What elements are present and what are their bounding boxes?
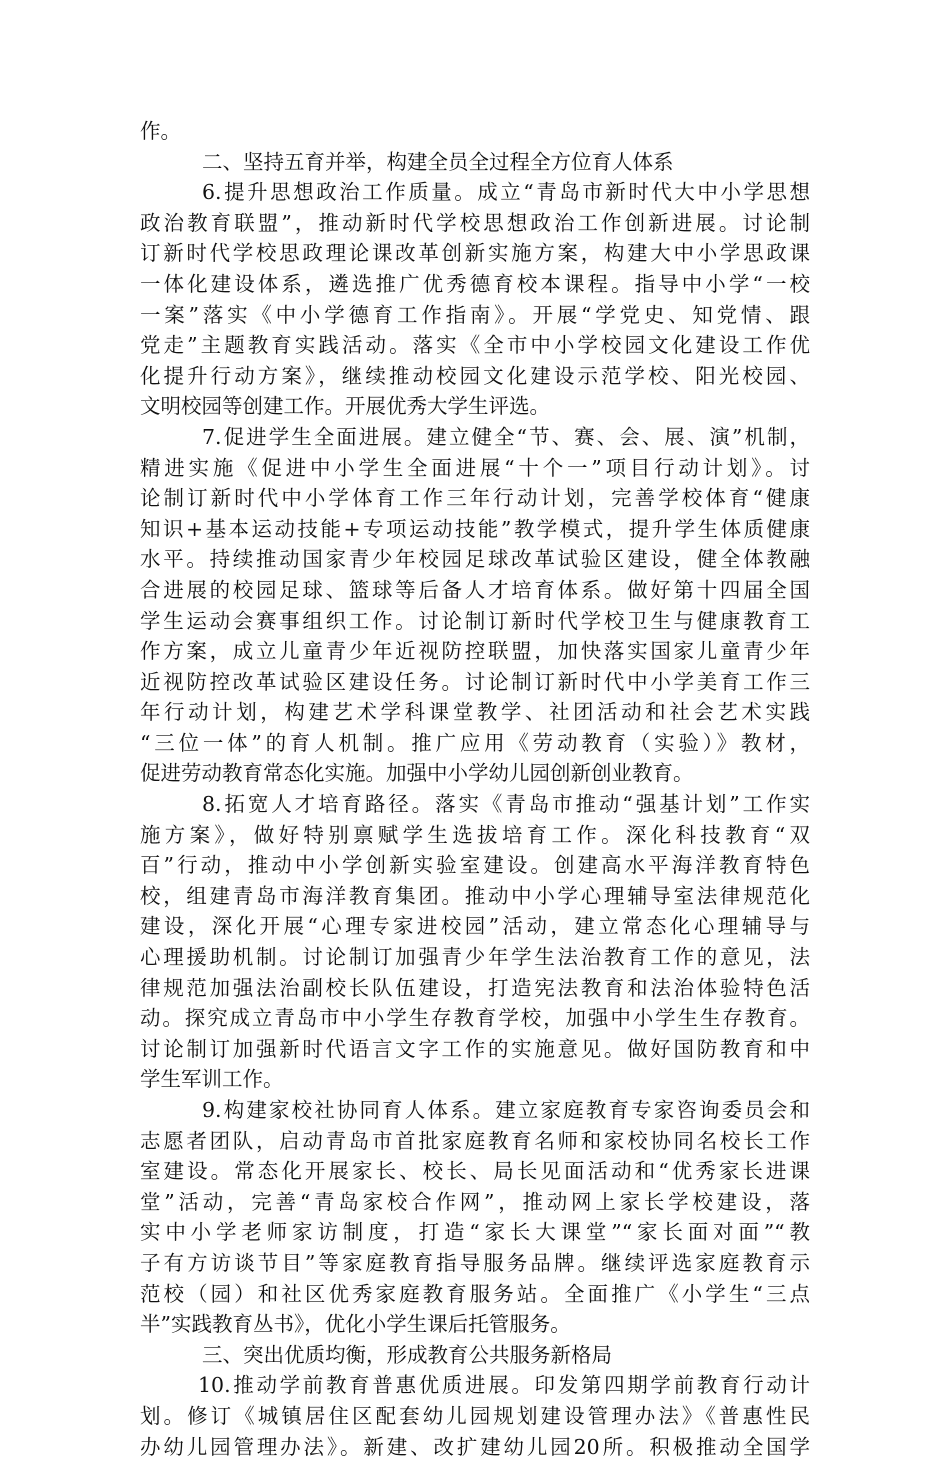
section-heading: 三、突出优质均衡，形成教育公共服务新格局 [202, 1342, 612, 1367]
paragraph-line: 心理援助机制。讨论制订加强青少年学生法治教育工作的意见，法 [140, 945, 810, 970]
paragraph-line: 子有方访谈节目”等家庭教育指导服务品牌。继续评选家庭教育示 [140, 1250, 810, 1275]
paragraph-line: 9.构建家校社协同育人体系。建立家庭教育专家咨询委员会和 [202, 1098, 810, 1122]
document-page [140, 116, 810, 1462]
paragraph-line: 堂”活动，完善“青岛家校合作网”，推动网上家长学校建设，落 [140, 1189, 810, 1214]
paragraph-line: 志愿者团队，启动青岛市首批家庭教育名师和家校协同名校长工作 [140, 1128, 810, 1153]
paragraph-line: 8.拓宽人才培育路径。落实《青岛市推动“强基计划”工作实 [202, 792, 810, 817]
paragraph-line: 10.推动学前教育普惠优质进展。印发第四期学前教育行动计 [198, 1373, 810, 1398]
paragraph-line: 水平。持续推动国家青少年校园足球改革试验区建设，健全体教融 [140, 547, 810, 572]
paragraph-line: 促进劳动教育常态化实施。加强中小学幼儿园创新创业教育。 [140, 761, 694, 786]
paragraph-line: 范校（园）和社区优秀家庭教育服务站。全面推广《小学生“三点 [140, 1281, 810, 1306]
paragraph-line: 讨论制订加强新时代语言文字工作的实施意见。做好国防教育和中 [140, 1036, 810, 1061]
paragraph-line: 划。修订《城镇居住区配套幼儿园规划建设管理办法》《普惠性民 [140, 1403, 810, 1428]
paragraph-line: 化提升行动方案》，继续推动校园文化建设示范学校、阳光校园、 [140, 363, 810, 388]
paragraph-line: 施方案》，做好特别禀赋学生选拔培育工作。深化科技教育“双 [140, 822, 810, 847]
paragraph-line: “三位一体”的育人机制。推广应用《劳动教育（实验）》教材， [140, 730, 810, 755]
paragraph-line: 6.提升思想政治工作质量。成立“青岛市新时代大中小学思想 [202, 180, 810, 205]
paragraph-line: 校，组建青岛市海洋教育集团。推动中小学心理辅导室法律规范化 [140, 883, 810, 908]
paragraph-line: 一体化建设体系，遴选推广优秀德育校本课程。指导中小学“一校 [140, 271, 810, 296]
paragraph-line: 建设，深化开展“心理专家进校园”活动，建立常态化心理辅导与 [140, 914, 810, 939]
paragraph-line: 办幼儿园管理办法》。新建、改扩建幼儿园20所。积极推动全国学 [140, 1434, 810, 1459]
paragraph-line: 论制订新时代中小学体育工作三年行动计划，完善学校体育“健康 [140, 486, 810, 511]
paragraph-line: 知识+基本运动技能+专项运动技能”教学模式，提升学生体质健康 [140, 516, 810, 541]
paragraph-line: 合进展的校园足球、篮球等后备人才培育体系。做好第十四届全国 [140, 577, 810, 602]
paragraph-line: 百”行动，推动中小学创新实验室建设。创建高水平海洋教育特色 [140, 853, 810, 878]
paragraph-line: 动。探究成立青岛市中小学生存教育学校，加强中小学生生存教育。 [140, 1006, 810, 1031]
paragraph-line: 党走”主题教育实践活动。落实《全市中小学校园文化建设工作优 [140, 333, 810, 358]
paragraph-line: 近视防控改革试验区建设任务。讨论制订新时代中小学美育工作三 [140, 669, 810, 694]
paragraph-line: 年行动计划，构建艺术学科课堂教学、社团活动和社会艺术实践 [140, 700, 810, 725]
section-heading: 二、坚持五育并举，构建全员全过程全方位育人体系 [202, 149, 674, 174]
paragraph-line: 作。 [140, 119, 181, 143]
paragraph-line: 政治教育联盟”，推动新时代学校思想政治工作创新进展。讨论制 [140, 210, 810, 235]
paragraph-line: 文明校园等创建工作。开展优秀大学生评选。 [140, 394, 550, 419]
paragraph-line: 律规范加强法治副校长队伍建设，打造宪法教育和法治体验特色活 [140, 975, 810, 1000]
paragraph-line: 实中小学老师家访制度，打造“家长大课堂”“家长面对面”“教 [140, 1220, 810, 1245]
paragraph-line: 半”实践教育丛书》，优化小学生课后托管服务。 [140, 1312, 571, 1337]
paragraph-line: 订新时代学校思政理论课改革创新实施方案，构建大中小学思政课 [140, 241, 810, 266]
paragraph-line: 7.促进学生全面进展。建立健全“节、赛、会、展、演”机制， [202, 424, 810, 449]
paragraph-line: 作方案，成立儿童青少年近视防控联盟，加快落实国家儿童青少年 [140, 639, 810, 664]
paragraph-line: 学生军训工作。 [140, 1067, 284, 1092]
paragraph-line: 室建设。常态化开展家长、校长、局长见面活动和“优秀家长进课 [140, 1159, 810, 1184]
paragraph-line: 精进实施《促进中小学生全面进展“十个一”项目行动计划》。讨 [140, 455, 810, 480]
paragraph-line: 学生运动会赛事组织工作。讨论制订新时代学校卫生与健康教育工 [140, 608, 810, 633]
paragraph-line: 一案”落实《中小学德育工作指南》。开展“学党史、知党情、跟 [140, 302, 810, 327]
